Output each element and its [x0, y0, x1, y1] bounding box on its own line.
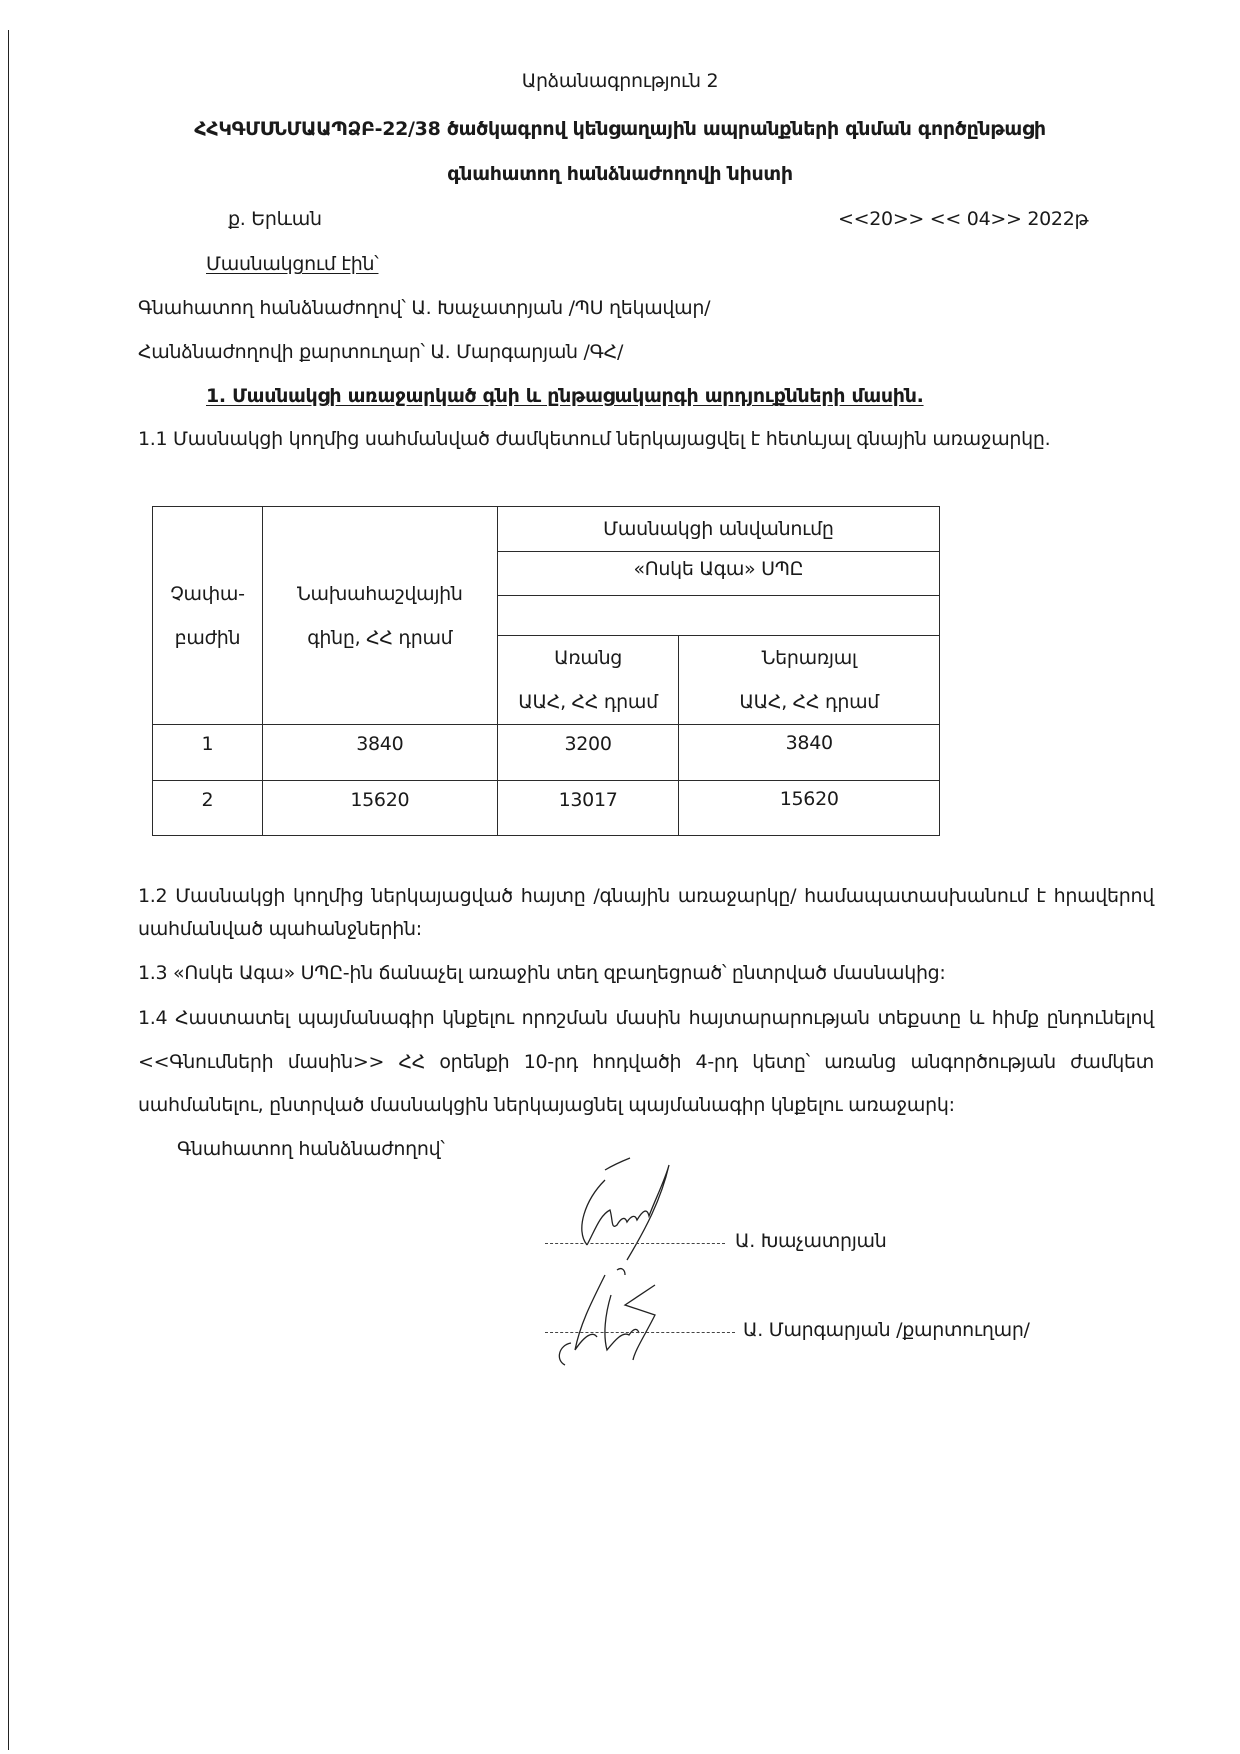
city: ք. Երևան — [228, 208, 322, 230]
appendix-title: Արձանագրություն 2 — [521, 70, 719, 92]
header-estimate — [262, 507, 497, 725]
cell-without-vat: 13017 — [497, 781, 679, 836]
cell-lot: 1 — [153, 725, 263, 781]
cell-estimate: 15620 — [262, 781, 497, 836]
signatory-1-name: Ա. Խաչատրյան — [735, 1230, 887, 1252]
protocol-date: <<20>> << 04>> 2022թ — [838, 208, 1089, 230]
scan-edge-line — [8, 30, 9, 1750]
header-without-vat — [497, 636, 679, 725]
header-estimate-line1: Նախահաշվային — [296, 582, 463, 605]
participant-name-cell: «Ոսկե Ագա» ՍՊԸ — [497, 552, 939, 596]
cell-estimate: 3840 — [262, 725, 497, 781]
participant-secretary: Հանձնաժողովի քարտուղար՝ Ա. Մարգարյան /ԳՀ/ — [138, 341, 624, 363]
cell-without-vat: 3200 — [497, 725, 679, 781]
header-lot-line1: Չափա- — [170, 582, 245, 605]
para-1-2-line2: սահմանված պահանջներին: — [138, 918, 422, 940]
header-participant-name: Մասնակցի անվանումը — [497, 507, 939, 552]
table-row — [153, 725, 940, 781]
cell-lot: 2 — [153, 781, 263, 836]
price-offer-table — [152, 506, 940, 836]
para-1-4-line2: <<Գնումների մասին>> ՀՀ օրենքի 10-րդ հոդվածի 4-րդ կետը՝ առանց անգործության ժամկետ — [138, 1051, 1154, 1073]
document-title-line1: ՀՀԿԳՄՍՆՄԱԱՊՁԲ-22/38 ծածկագրով կենցաղային ապրանքների գնման գործընթացի — [194, 118, 1046, 140]
empty-cell — [497, 596, 939, 636]
commission-label: Գնահատող հանձնաժողով՝ — [177, 1138, 445, 1160]
para-1-3: 1.3 «Ոսկե Ագա» ՍՊԸ-ին ճանաչել առաջին տեղ զբաղեցրած՝ ընտրված մասնակից: — [138, 962, 946, 984]
header-estimate-line2: գինը, ՀՀ դրամ — [307, 626, 453, 649]
cell-with-vat: 15620 — [679, 781, 940, 836]
para-1-2-line1: 1.2 Մասնակցի կողմից ներկայացված հայտը /գնային առաջարկը/ համապատասխանում է հրավերով — [138, 885, 1154, 907]
table-row — [153, 781, 940, 836]
section1-heading: 1. Մասնակցի առաջարկած գնի և ընթացակարգի արդյուքնների մասին. — [206, 385, 924, 407]
header-without-vat-line1: Առանց — [554, 647, 623, 669]
header-lot — [153, 507, 263, 725]
signature-margaryan-icon — [545, 1265, 725, 1375]
para-1-4-line3: սահմանելու, ընտրված մասնակցին ներկայացնել պայմանագիր կնքելու առաջարկ: — [138, 1094, 955, 1116]
signature-khachatryan-icon — [565, 1160, 725, 1270]
signature-line-2 — [545, 1332, 735, 1333]
header-lot-line2: բաժին — [174, 626, 241, 649]
header-without-vat-line2: ԱԱՀ, ՀՀ դրամ — [518, 691, 658, 713]
para-1-4-line1: 1.4 Հաստատել պայմանագիր կնքելու որոշման մասին հայտարարության տեքստը և հիմք ընդունելով — [138, 1007, 1154, 1029]
header-with-vat-line1: Ներառյալ — [761, 647, 857, 669]
cell-with-vat: 3840 — [679, 725, 940, 781]
para-1-1: 1.1 Մասնակցի կողմից սահմանված ժամկետում ներկայացվել է հետևյալ գնային առաջարկը. — [138, 428, 1051, 450]
document-title-line2: գնահատող հանձնաժողովի նիստի — [447, 163, 793, 185]
header-with-vat-line2: ԱԱՀ, ՀՀ դրամ — [739, 691, 880, 713]
signatory-2-name: Ա. Մարգարյան /քարտուղար/ — [743, 1319, 1030, 1341]
participant-commission: Գնահատող հանձնաժողով՝ Ա. Խաչատրյան /ՊՍ ղեկավար/ — [138, 297, 711, 319]
participants-heading: Մասնակցում էին՝ — [206, 253, 379, 275]
signature-line-1 — [545, 1243, 725, 1244]
header-with-vat — [679, 636, 940, 725]
